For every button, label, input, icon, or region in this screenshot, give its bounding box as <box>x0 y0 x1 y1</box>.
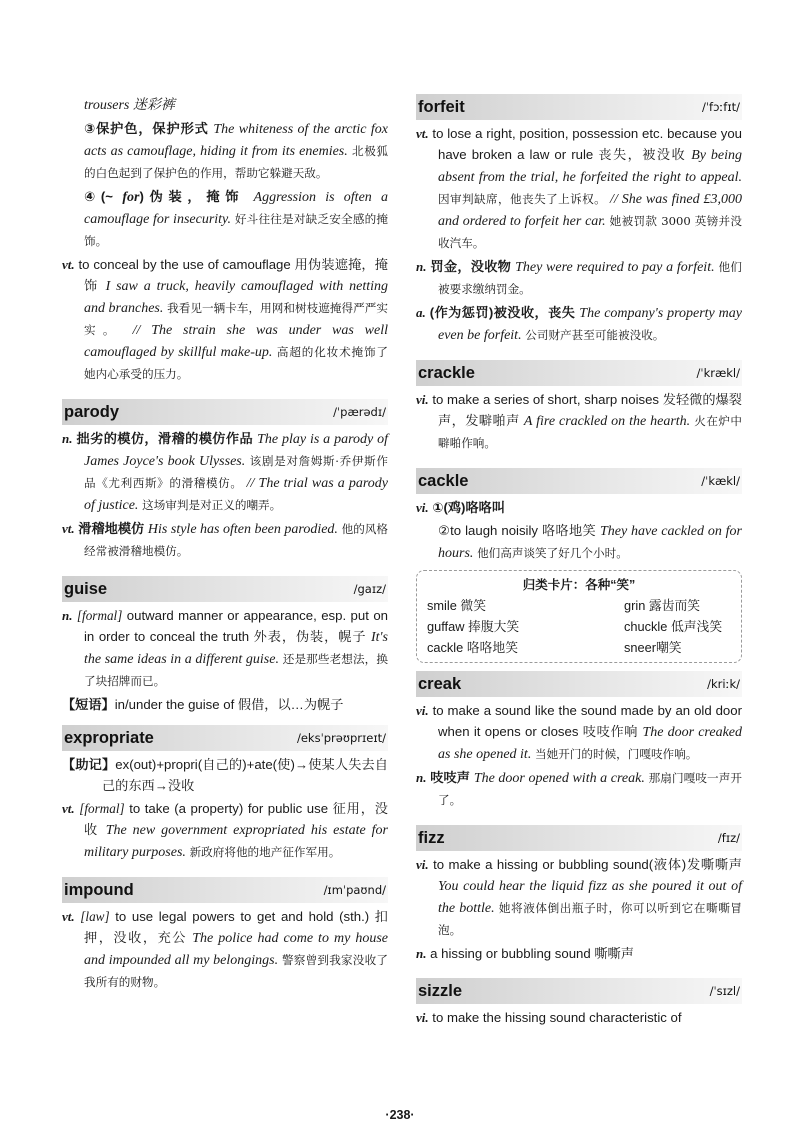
card-grid <box>427 595 731 658</box>
definition: (作为惩罚)被没收，丧失 <box>425 305 580 320</box>
part-of-speech: vt. <box>62 909 75 924</box>
translation: 她将液体倒出瓶子时，你可以听到它在嘶嘶冒泡。 <box>438 901 743 937</box>
headword: expropriate <box>64 728 154 747</box>
translation: 公司财产甚至可能被没收。 <box>521 328 665 342</box>
part-of-speech: vi. <box>416 857 429 872</box>
vt-definition <box>416 123 742 254</box>
mnemonic-line <box>62 754 388 796</box>
example: // She was fined £3,000 and ordered to forfeit her car. <box>438 192 742 229</box>
card-item: chuckle 低声浅笑 <box>624 619 723 634</box>
headword: guise <box>64 579 108 598</box>
headword-bar-sizzle <box>416 978 742 1004</box>
definition: to make the hissing sound characteristic of <box>428 1010 682 1025</box>
register-label: [formal] <box>76 608 123 623</box>
phrase-line <box>62 694 388 715</box>
vt-definition <box>62 518 388 562</box>
headword-bar-impound <box>62 877 388 903</box>
definition: 罚金，没收物 <box>426 259 516 274</box>
right-column <box>416 94 742 1028</box>
example: His style has often been parodied. <box>147 522 338 537</box>
sense-text: )伪装，掩饰 <box>139 189 254 204</box>
n-definition <box>62 605 388 692</box>
definition: to use legal powers to get and hold (sth.) 扣押，没收，充公 <box>84 909 388 945</box>
part-of-speech: a. <box>416 305 426 320</box>
part-of-speech: n. <box>416 946 427 961</box>
definition: ②to laugh noisily 咯咯地笑 <box>438 523 600 538</box>
example: I saw a truck, heavily camouflaged with netting and branches. <box>84 279 388 316</box>
register-label: [formal] <box>79 801 125 816</box>
headword: cackle <box>418 471 469 490</box>
part-of-speech: vi. <box>416 1010 429 1025</box>
translation: 还是那些老想法，换了块招牌而已。 <box>84 652 388 688</box>
headword-bar-parody <box>62 399 388 425</box>
example: The company's property may even be forfeit. <box>438 306 742 343</box>
translation: 北极狐的白色起到了保护色的作用，帮助它躲避天敌。 <box>84 144 389 180</box>
pronunciation: /fɪz/ <box>717 831 740 845</box>
headword: sizzle <box>418 981 463 1000</box>
pronunciation: /eksˈprəʊprɪeɪt/ <box>296 731 386 745</box>
sense-2 <box>416 520 742 564</box>
part-of-speech: vi. <box>416 500 429 515</box>
pronunciation: /gaɪz/ <box>353 582 386 596</box>
sense-3 <box>62 118 388 184</box>
example: They have cackled on for hours. <box>438 524 742 561</box>
headword-bar-fizz <box>416 825 742 851</box>
vi-definition <box>416 1007 742 1028</box>
definition: 拙劣的模仿，滑稽的模仿作品 <box>72 431 258 446</box>
example: A fire crackled on the hearth. <box>523 414 691 429</box>
headword-bar-guise <box>62 576 388 602</box>
definition: a hissing or bubbling sound 嘶嘶声 <box>426 946 634 961</box>
definition: to make a sound like the sound made by an old door when it opens or closes 吱吱作响 <box>428 703 742 739</box>
mnemonic: ex(out)+propri(自己的)+ate(使)→使某人失去自己的东西→没收 <box>102 757 388 793</box>
part-of-speech: vt. <box>62 257 75 272</box>
phrase: in/under the guise of 假借，以…为幌子 <box>114 697 344 712</box>
translation: 火在炉中噼啪作响。 <box>438 414 742 450</box>
translation: 该剧是对詹姆斯·乔伊斯作品《尤利西斯》的滑稽模仿。 <box>84 454 388 490</box>
example: They were required to pay a forfeit. <box>515 260 715 275</box>
part-of-speech: vt. <box>62 801 75 816</box>
headword-bar-expropriate <box>62 725 388 751</box>
continued-line <box>62 94 388 116</box>
example: You could hear the liquid fizz as she poured it out of the bottle. <box>438 879 742 916</box>
definition: to lose a right, position, possession etc. because you have broken a law or rule 丧失，被没收 <box>428 126 742 162</box>
pronunciation: /ˈsɪzl/ <box>709 984 740 998</box>
vi-definition <box>416 854 742 941</box>
mnemonic-tag: 【助记】 <box>62 757 116 772</box>
pronunciation: /ˈpærədɪ/ <box>333 405 386 419</box>
definition: to make a series of short, sharp noises 发轻微的爆裂声，发噼啪声 <box>428 392 742 428</box>
translation: 好斗往往是对缺乏安全感的掩饰。 <box>84 212 389 248</box>
example: The play is a parody of James Joyce's book Ulysses. <box>84 432 388 469</box>
sense-text: ④(~ <box>84 189 123 204</box>
headword: forfeit <box>418 97 465 116</box>
pronunciation: /ˈkrækl/ <box>696 366 740 380</box>
card-item: smile 微笑 <box>427 598 487 613</box>
translation: 我看见一辆卡车，用网和树枝遮掩得严严实实。 <box>84 301 388 337</box>
example: By being absent from the trial, he forfeited the right to appeal. <box>438 148 742 185</box>
headword-bar-crackle <box>416 360 742 386</box>
category-card <box>416 570 742 663</box>
vi-definition <box>416 497 742 518</box>
example: The door creaked as she opened it. <box>438 725 742 762</box>
card-item: grin 露齿而笑 <box>624 598 701 613</box>
part-of-speech: vi. <box>416 703 429 718</box>
part-of-speech: n. <box>416 259 427 274</box>
translation: 警察曾到我家没收了我所有的财物。 <box>84 953 388 989</box>
definition: to conceal by the use of camouflage 用伪装遮掩，掩饰 <box>74 257 388 293</box>
pronunciation: /ˈfɔːfɪt/ <box>702 100 740 114</box>
translation: 这场审判是对正义的嘲弄。 <box>138 498 282 512</box>
pronunciation: /ˈkækl/ <box>701 474 740 488</box>
continued-text: trousers 迷彩裤 <box>84 98 175 113</box>
part-of-speech: vt. <box>62 521 75 536</box>
headword: fizz <box>418 828 445 847</box>
vt-definition <box>62 798 388 863</box>
headword: impound <box>64 880 134 899</box>
pronunciation: /kriːk/ <box>707 677 740 691</box>
part-of-speech: n. <box>416 770 427 785</box>
n-definition <box>416 943 742 964</box>
translation: 他们被要求缴纳罚金。 <box>438 260 742 296</box>
n-definition <box>62 428 388 516</box>
vt-definition <box>62 906 388 993</box>
part-of-speech: vt. <box>416 126 429 141</box>
card-item: sneer嘲笑 <box>624 640 682 655</box>
example: It's the same ideas in a different guise. <box>84 630 388 667</box>
headword-bar-creak <box>416 671 742 697</box>
part-of-speech: vi. <box>416 392 429 407</box>
translation: 高超的化妆术掩饰了她内心承受的压力。 <box>84 345 388 381</box>
example: The police had come to my house and impounded all my belongings. <box>84 931 388 968</box>
pronunciation: /ɪmˈpaʊnd/ <box>323 883 386 897</box>
vi-definition <box>416 389 742 454</box>
definition: 吱吱声 <box>426 770 474 785</box>
headword: creak <box>418 674 462 693</box>
vi-definition <box>416 700 742 765</box>
headword-bar-cackle <box>416 468 742 494</box>
translation: 他的风格经常被滑稽地模仿。 <box>84 522 389 558</box>
n-definition <box>416 256 742 300</box>
example: The door opened with a creak. <box>473 771 645 786</box>
translation: 因审判缺席，他丧失了上诉权。 <box>438 192 607 206</box>
headword: crackle <box>418 363 475 382</box>
n-definition <box>416 767 742 811</box>
translation: 新政府将他的地产征作军用。 <box>185 845 341 859</box>
vt-definition <box>62 254 388 385</box>
example: // The trial was a parody of justice. <box>84 476 388 513</box>
example: // The strain she was under was well camouflaged by skillful make-up. <box>84 323 388 360</box>
headword: parody <box>64 402 120 421</box>
definition: outward manner or appearance, esp. put on in order to conceal the truth 外表，伪装，幌子 <box>84 608 388 644</box>
example: Aggression is often a camouflage for insecurity. <box>84 190 388 227</box>
phrase-tag: 【短语】 <box>62 697 115 712</box>
part-of-speech: n. <box>62 608 73 623</box>
translation: 那扇门嘎吱一声开了。 <box>438 771 742 807</box>
left-column <box>62 94 388 993</box>
example: The whiteness of the arctic fox acts as camouflage, hiding it from its enemies. <box>84 122 388 159</box>
definition: ①(鸡)咯咯叫 <box>428 500 506 515</box>
definition: to make a hissing or bubbling sound(液体)发嘶嘶声 <box>428 857 742 872</box>
register-label: [law] <box>80 909 110 924</box>
card-title: 归类卡片：各种“笑” <box>522 578 636 592</box>
definition: to take (a property) for public use 征用，没收 <box>84 801 388 837</box>
headword-bar-forfeit <box>416 94 742 120</box>
a-definition <box>416 302 742 346</box>
part-of-speech: n. <box>62 431 73 446</box>
card-item: guffaw 捧腹大笑 <box>427 619 520 634</box>
translation: 他们高声谈笑了好几个小时。 <box>473 546 628 560</box>
example: The new government expropriated his estate for military purposes. <box>84 823 388 860</box>
translation: 她被罚款 3000 英镑并没收汽车。 <box>438 214 743 250</box>
sense-text: ③保护色，保护形式 <box>84 121 214 136</box>
sense-4 <box>62 186 388 252</box>
card-item: cackle 咯咯地笑 <box>427 640 519 655</box>
sense-text: for <box>122 190 140 205</box>
page-number: ·238· <box>385 1108 415 1122</box>
translation: 当她开门的时候，门嘎吱作响。 <box>531 747 698 761</box>
definition: 滑稽地模仿 <box>74 521 148 536</box>
